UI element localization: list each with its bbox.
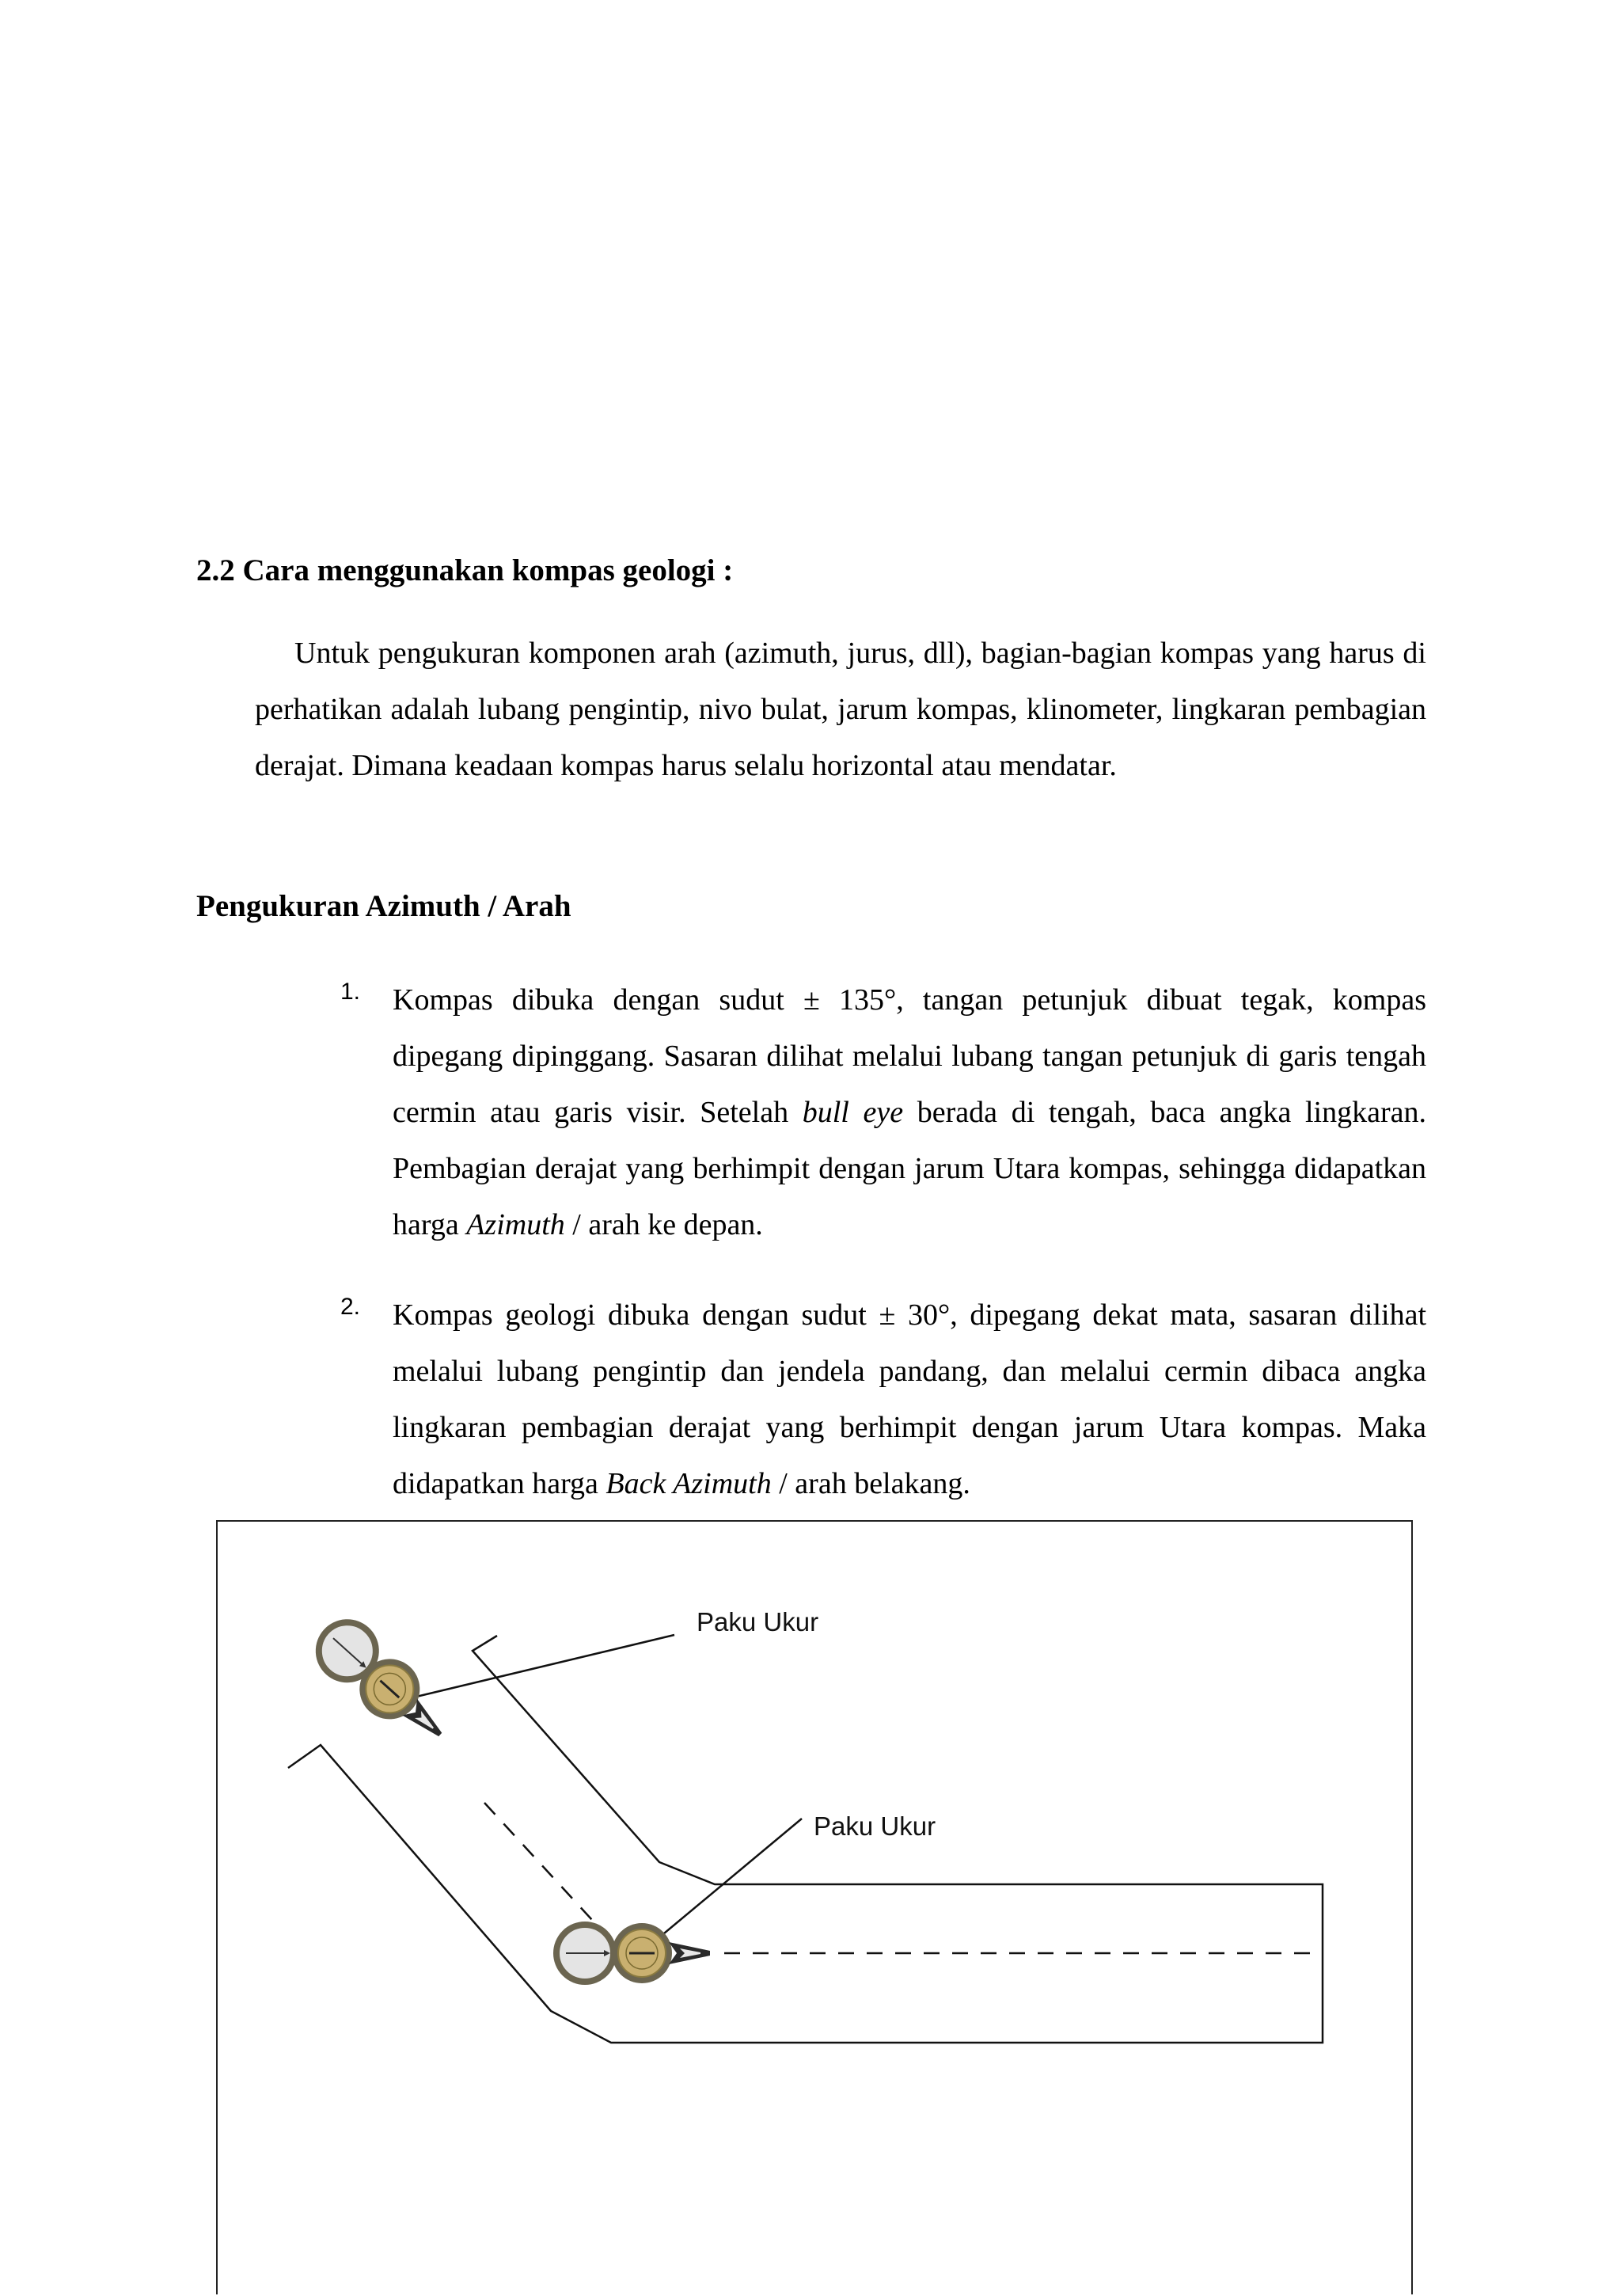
- list-item-text: [393, 1287, 1426, 1512]
- list-item: [340, 1287, 1426, 1512]
- compass-diagram: [218, 1522, 1414, 2296]
- list-item-number: 2.: [340, 1294, 361, 1320]
- list-item-text: [393, 972, 1426, 1253]
- compass-icon: [306, 1610, 461, 1757]
- list-item-number: 1.: [340, 979, 361, 1005]
- intro-paragraph: Untuk pengukuran komponen arah (azimuth, jurus, dll), bagian-bagian kompas yang harus di perhatikan adalah lubang pengintip, nivo bulat, jarum kompas, klinometer, lingkaran pembagian derajat. Dimana keadaan kompas harus selalu horizontal atau mendatar.: [255, 637, 1426, 782]
- measuring-peg-label: Paku Ukur: [697, 1607, 819, 1636]
- compass-icon: [556, 1923, 710, 1983]
- text-run: / arah ke depan.: [564, 1208, 763, 1241]
- compass-diagram-figure: [216, 1520, 1413, 2294]
- subsection-heading: Pengukuran Azimuth / Arah: [196, 889, 571, 923]
- text-run: berada di tengah, baca angka lingkaran. Pembagian derajat yang berhimpit dengan jarum Utara kompas, sehingga didapatkan harga: [393, 1096, 1426, 1241]
- text-run: Kompas dibuka dengan sudut ± 135°, tangan petunjuk dibuat tegak, kompas dipegang dipinggang. Sasaran dilihat melalui lubang tangan petunjuk di garis tengah cermin atau garis visir. Setelah: [393, 983, 1426, 1129]
- section-heading: 2.2 Cara menggunakan kompas geologi :: [196, 553, 734, 587]
- list-item: [340, 972, 1426, 1253]
- italic-term: Azimuth: [466, 1208, 565, 1241]
- italic-term: bull eye: [802, 1096, 904, 1129]
- text-run: Kompas geologi dibuka dengan sudut ± 30°, dipegang dekat mata, sasaran dilihat melalui lubang pengintip dan jendela pandang, dan melalui cermin dibaca angka lingkaran pembagian derajat yang berhimpit dengan jarum Utara kompas. Maka didapatkan harga: [393, 1298, 1426, 1500]
- path-outline: [288, 1636, 1323, 2043]
- italic-term: Back Azimuth: [606, 1467, 772, 1500]
- text-run: / arah belakang.: [771, 1467, 970, 1500]
- measuring-peg-label: Paku Ukur: [814, 1811, 936, 1841]
